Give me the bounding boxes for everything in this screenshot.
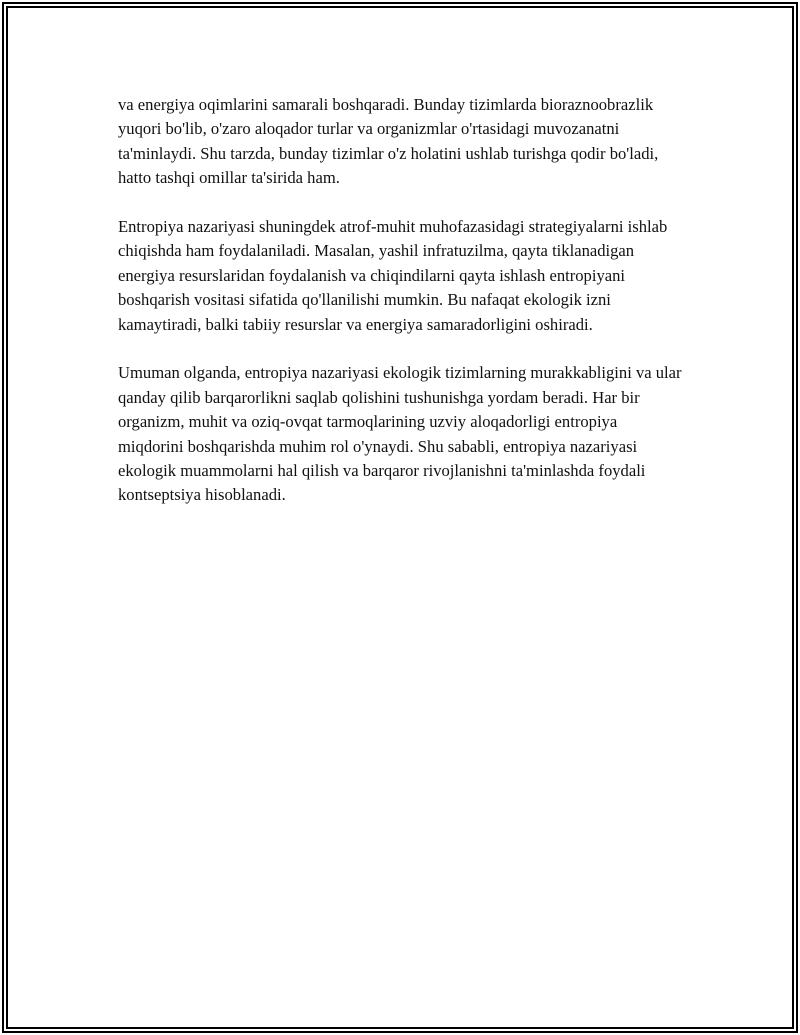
paragraph-1: va energiya oqimlarini samarali boshqaradi. Bunday tizimlarda bioraznoobrazlik yuqori bo'lib, o'zaro aloqador turlar va organizmlar o'rtasidagi muvozanatni ta'minlaydi. Shu tarzda, bunday tizimlar o'z holatini ushlab turishga qodir bo'ladi, hatto tashqi omillar ta'sirida ham. bbox=[118, 95, 659, 188]
document-body bbox=[118, 93, 684, 532]
paragraph-3: Umuman olganda, entropiya nazariyasi ekologik tizimlarning murakkabligini va ular qanday qilib barqarorlikni saqlab qolishini tushunishga yordam beradi. Har bir organizm, muhit va oziq-ovqat tarmoqlarining uzviy aloqadorligi entropiya miqdorini boshqarishda muhim rol o'ynaydi. Shu sababli, entropiya nazariyasi ekologik muammolarni hal qilish va barqaror rivojlanishni ta'minlashda foydali kontseptsiya hisoblanadi. bbox=[118, 363, 682, 505]
paragraph-2: Entropiya nazariyasi shuningdek atrof-muhit muhofazasidagi strategiyalarni ishlab chiqishda ham foydalaniladi. Masalan, yashil infratuzilma, qayta tiklanadigan energiya resurslaridan foydalanish va chiqindilarni qayta ishlash entropiyani boshqarish vositasi sifatida qo'llanilishi mumkin. Bu nafaqat ekologik izni kamaytiradi, balki tabiiy resurslar va energiya samaradorligini oshiradi. bbox=[118, 217, 668, 334]
